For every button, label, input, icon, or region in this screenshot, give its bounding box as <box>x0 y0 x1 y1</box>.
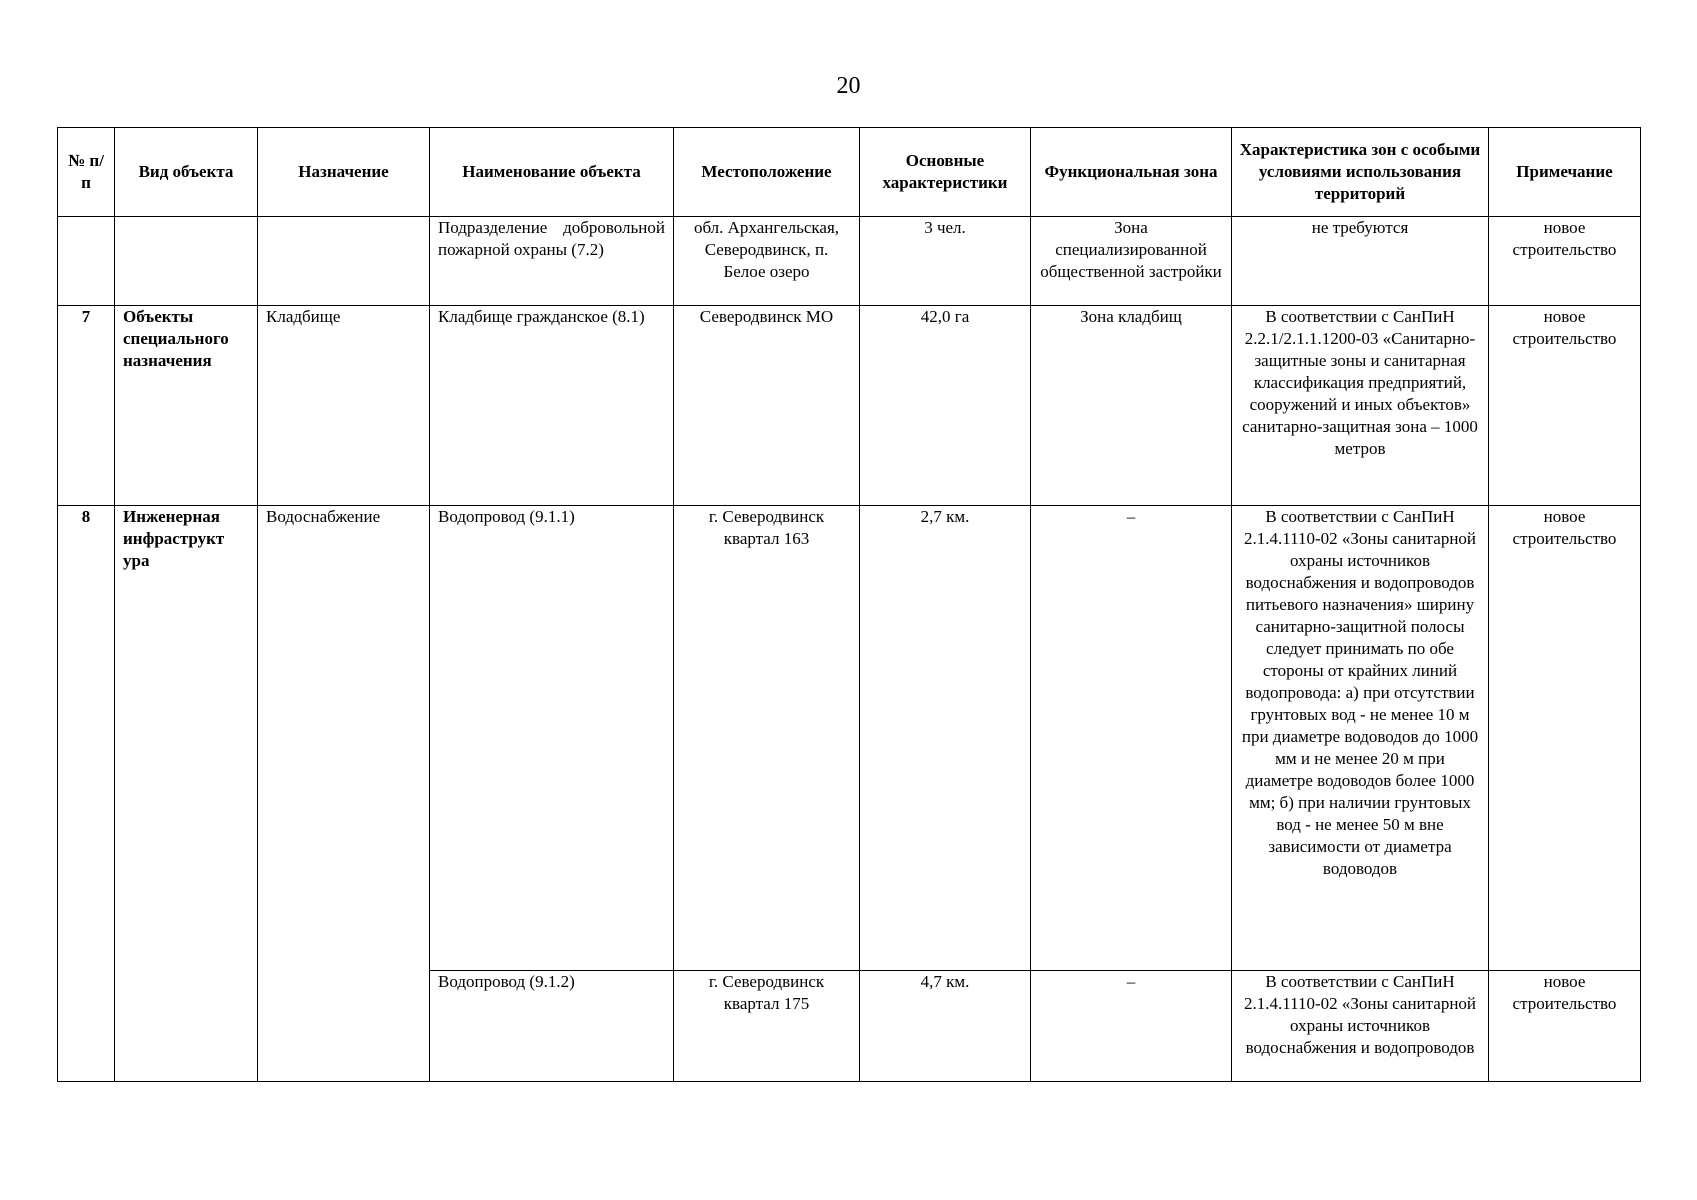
cell-note: новое строительство <box>1489 971 1641 1082</box>
cell-characteristics: 42,0 га <box>860 306 1031 506</box>
objects-table <box>57 127 1641 1082</box>
cell-characteristics: 2,7 км. <box>860 506 1031 971</box>
cell-num: 7 <box>58 306 115 506</box>
cell-functional-zone: – <box>1031 506 1232 971</box>
header-location: Местоположение <box>674 128 860 217</box>
cell-object-name: Водопровод (9.1.1) <box>430 506 674 971</box>
page-number: 20 <box>836 73 861 99</box>
cell-purpose: Кладбище <box>258 306 430 506</box>
table-row <box>58 506 1641 971</box>
cell-object-name: Кладбище гражданское (8.1) <box>430 306 674 506</box>
cell-special-zones: В соответствии с СанПиН 2.2.1/2.1.1.1200-03 «Санитарно-защитные зоны и санитарная классификация предприятий, сооружений и иных объектов» санитарно-защитная зона – 1000 метров <box>1232 306 1489 506</box>
cell-object-type: Объекты специального назначения <box>115 306 258 506</box>
header-special-zones: Характеристика зон с особыми условиями использования территорий <box>1232 128 1489 217</box>
cell-characteristics: 3 чел. <box>860 217 1031 306</box>
header-functional-zone: Функциональная зона <box>1031 128 1232 217</box>
cell-note: новое строительство <box>1489 306 1641 506</box>
table-row <box>58 217 1641 306</box>
cell-functional-zone: – <box>1031 971 1232 1082</box>
cell-object-type: Инженерная инфраструкт ура <box>115 506 258 1082</box>
table-row <box>58 306 1641 506</box>
header-note: Примечание <box>1489 128 1641 217</box>
cell-functional-zone: Зона кладбищ <box>1031 306 1232 506</box>
cell-num <box>58 217 115 306</box>
cell-special-zones: В соответствии с СанПиН 2.1.4.1110-02 «Зоны санитарной охраны источников водоснабжения и водопроводов питьевого назначения» ширину санитарно-защитной полосы следует принимать по обе стороны от крайних линий водопровода: а) при отсутствии грунтовых вод - не менее 10 м при диаметре водоводов до 1000 мм и не менее 20 м при диаметре водоводов более 1000 мм; б) при наличии грунтовых вод - не менее 50 м вне зависимости от диаметра водоводов <box>1232 506 1489 971</box>
header-characteristics: Основные характеристики <box>860 128 1031 217</box>
cell-object-type <box>115 217 258 306</box>
cell-location: обл. Архангельская, Северодвинск, п. Белое озеро <box>674 217 860 306</box>
table-header-row <box>58 128 1641 217</box>
cell-purpose <box>258 217 430 306</box>
header-object-type: Вид объекта <box>115 128 258 217</box>
cell-note: новое строительство <box>1489 506 1641 971</box>
cell-location: Северодвинск МО <box>674 306 860 506</box>
cell-num: 8 <box>58 506 115 1082</box>
cell-functional-zone: Зона специализированной общественной застройки <box>1031 217 1232 306</box>
cell-special-zones: В соответствии с СанПиН 2.1.4.1110-02 «Зоны санитарной охраны источников водоснабжения и водопроводов <box>1232 971 1489 1082</box>
cell-characteristics: 4,7 км. <box>860 971 1031 1082</box>
cell-location: г. Северодвинск квартал 163 <box>674 506 860 971</box>
header-object-name: Наименование объекта <box>430 128 674 217</box>
cell-note: новое строительство <box>1489 217 1641 306</box>
cell-special-zones: не требуются <box>1232 217 1489 306</box>
header-purpose: Назначение <box>258 128 430 217</box>
cell-object-name: Водопровод (9.1.2) <box>430 971 674 1082</box>
cell-purpose: Водоснабжение <box>258 506 430 1082</box>
header-num: № п/п <box>58 128 115 217</box>
cell-location: г. Северодвинск квартал 175 <box>674 971 860 1082</box>
cell-object-name: Подразделение добровольной пожарной охраны (7.2) <box>430 217 674 306</box>
